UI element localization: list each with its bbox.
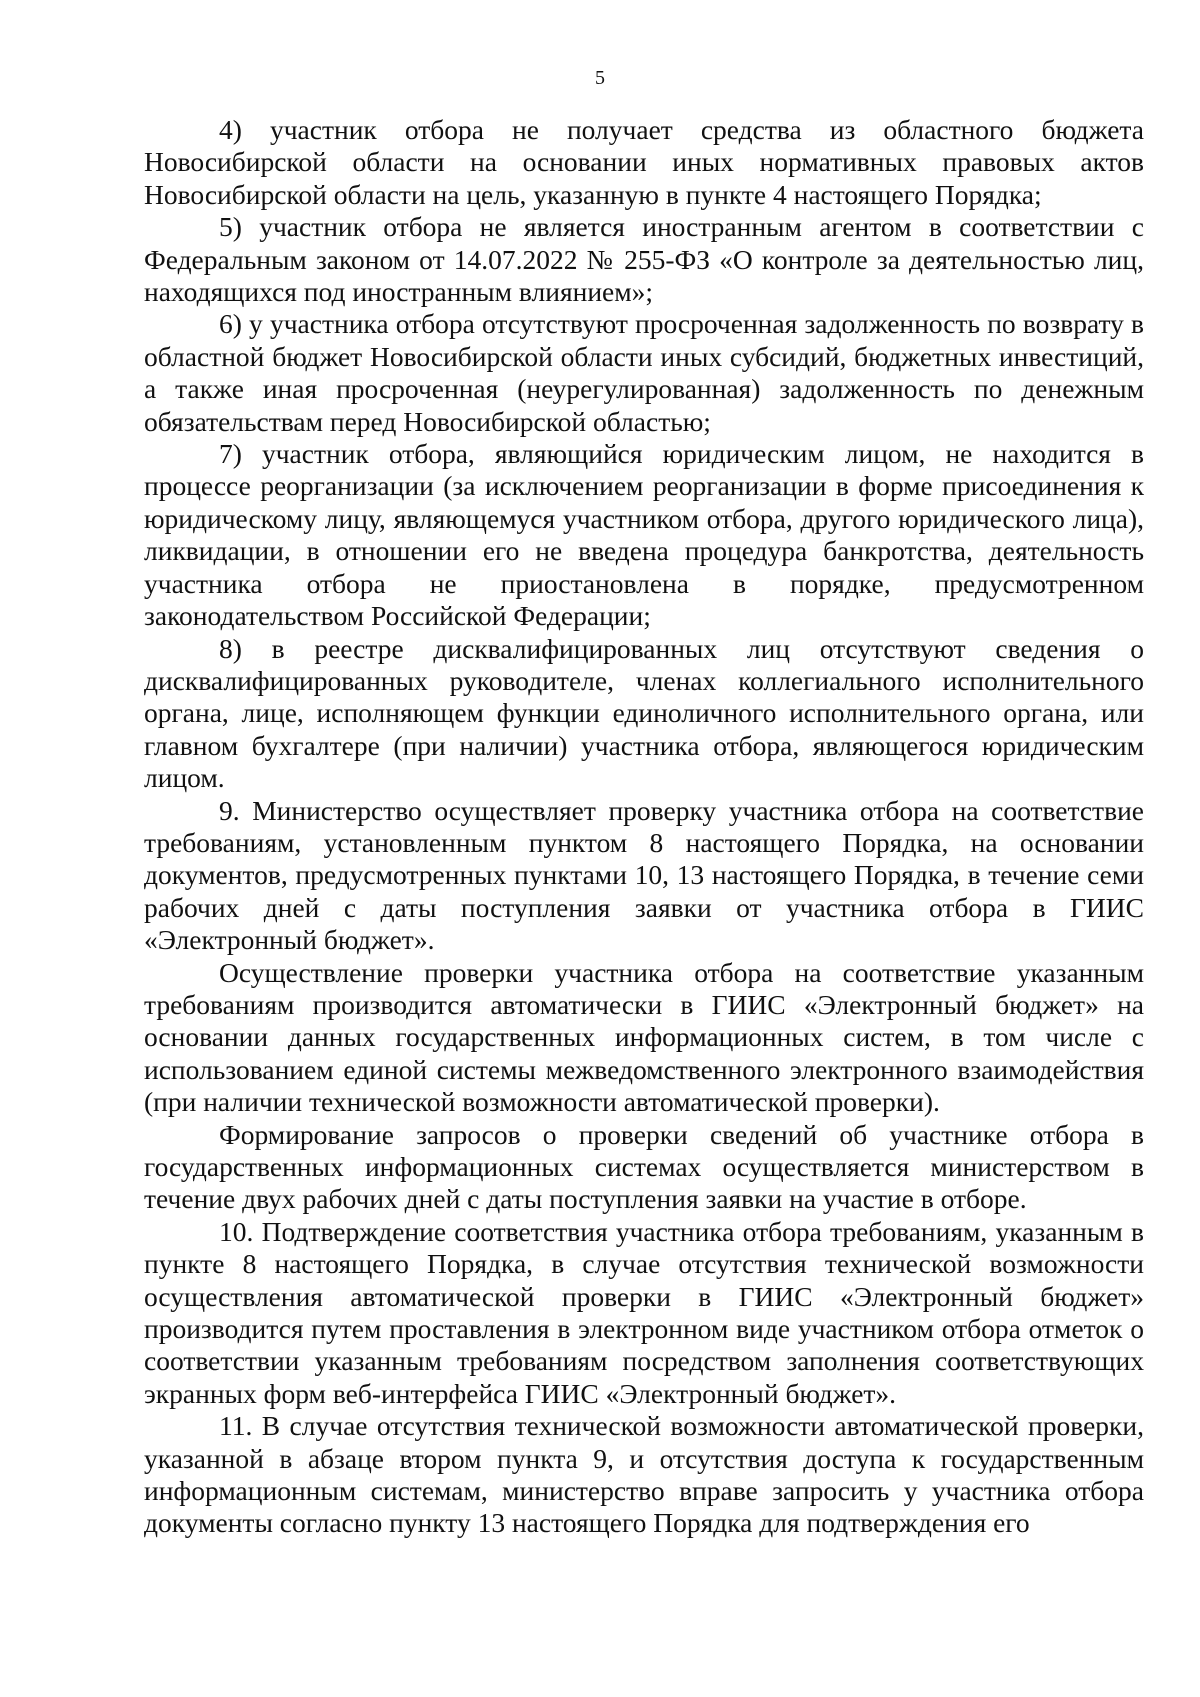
paragraph-item-6: 6) у участника отбора отсутствуют просроченная задолженность по возврату в областной бюджет Новосибирской области иных субсидий, бюджетных инвестиций, а также иная просроченная (неурегулированная) задолженность по денежным обязательствам перед Новосибирской областью; [144,308,1144,437]
paragraph-clause-9-automatic-check: Осуществление проверки участника отбора на соответствие указанным требованиям производится автоматически в ГИИС «Электронный бюджет» на основании данных государственных информационных систем, в том числе с использованием единой системы межведомственного электронного взаимодействия (при наличии технической возможности автоматической проверки). [144,956,1144,1118]
paragraph-clause-11: 11. В случае отсутствия технической возможности автоматической проверки, указанной в абзаце втором пункта 9, и отсутствия доступа к государственным информационным системам, министерство вправе запросить у участника отбора документы согласно пункту 13 настоящего Порядка для подтверждения его [144,1410,1144,1539]
paragraph-item-5: 5) участник отбора не является иностранным агентом в соответствии с Федеральным законом от 14.07.2022 № 255-ФЗ «О контроле за деятельностью лиц, находящихся под иностранным влиянием»; [144,211,1144,308]
paragraph-clause-10: 10. Подтверждение соответствия участника отбора требованиям, указанным в пункте 8 настоящего Порядка, в случае отсутствия технической возможности осуществления автоматической проверки в ГИИС «Электронный бюджет» производится путем проставления в электронном виде участником отбора отметок о соответствии указанным требованиям посредством заполнения соответствующих экранных форм веб-интерфейса ГИИС «Электронный бюджет». [144,1215,1144,1409]
paragraph-clause-9-requests: Формирование запросов о проверки сведений об участнике отбора в государственных информационных системах осуществляется министерством в течение двух рабочих дней с даты поступления заявки на участие в отборе. [144,1118,1144,1215]
document-body [144,114,1144,1540]
paragraph-clause-9: 9. Министерство осуществляет проверку участника отбора на соответствие требованиям, установленным пунктом 8 настоящего Порядка, на основании документов, предусмотренных пунктами 10, 13 настоящего Порядка, в течение семи рабочих дней с даты поступления заявки от участника отбора в ГИИС «Электронный бюджет». [144,794,1144,956]
paragraph-item-7: 7) участник отбора, являющийся юридическим лицом, не находится в процессе реорганизации (за исключением реорганизации в форме присоединения к юридическому лицу, являющемуся участником отбора, другого юридического лица), ликвидации, в отношении его не введена процедура банкротства, деятельность участника отбора не приостановлена в порядке, предусмотренном законодательством Российской Федерации; [144,438,1144,632]
page-number: 5 [595,67,605,89]
paragraph-item-4: 4) участник отбора не получает средства из областного бюджета Новосибирской области на основании иных нормативных правовых актов Новосибирской области на цель, указанную в пункте 4 настоящего Порядка; [144,114,1144,210]
paragraph-item-8: 8) в реестре дисквалифицированных лиц отсутствуют сведения о дисквалифицированных руководителе, членах коллегиального исполнительного органа, лице, исполняющем функции единоличного исполнительного органа, или главном бухгалтере (при наличии) участника отбора, являющегося юридическим лицом. [144,632,1144,794]
